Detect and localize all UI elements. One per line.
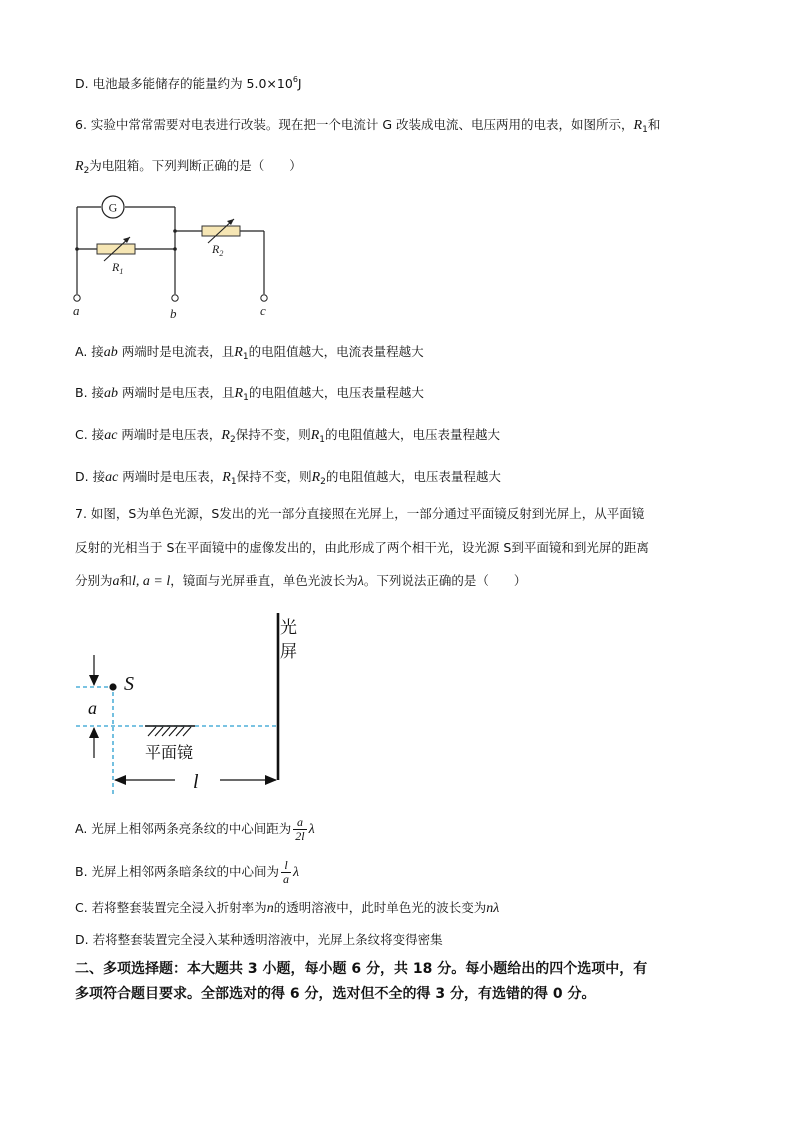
fig-label-c: c [260, 303, 266, 318]
q7-and: 和 [119, 573, 133, 588]
section2-line1: 二、多项选择题：本大题共 3 小题，每小题 6 分，共 18 分。每小题给出的四个选项中，有 [75, 961, 648, 977]
q5-option-d [75, 71, 302, 93]
q7-option-c [75, 899, 499, 918]
q6d-s2: 2 [320, 477, 326, 487]
fig-label-a: a [73, 303, 80, 318]
svg-text:R1 [111, 260, 123, 276]
q6-stem2: 为电阻箱。下列判断正确的是（ ） [89, 158, 302, 173]
q6-stem1: 6. 实验中常常需要对电表进行改装。现在把一个电流计 G 改装成电流、电压两用的电表，如图所示， [75, 117, 634, 132]
q6c-s2: 1 [319, 435, 325, 445]
q6-r1sub: 1 [642, 125, 648, 135]
q7c-text: C. 若将整套装置完全浸入折射率为 [75, 900, 267, 915]
q6d-p1: D. 接 [75, 469, 106, 484]
q7d-text: D. 若将整套装置完全浸入某种透明溶液中，光屏上条纹将变得密集 [75, 932, 443, 947]
q7-option-d [75, 931, 443, 949]
q7-line2: 反射的光相当于 S在平面镜中的虚像发出的，由此形成了两个相干光，设光源 S到平面镜和到光屏的距离 [75, 540, 649, 555]
section2-heading-line2 [75, 983, 595, 1005]
q6a-p1: A. 接 [75, 344, 104, 359]
screen-label-1: 光 [280, 618, 297, 637]
section2-heading-line1 [75, 958, 647, 980]
q7a-fraction [293, 816, 306, 843]
q7a-text: A. 光屏上相邻两条亮条纹的中心间距为 [75, 821, 292, 836]
terminal-c [261, 295, 267, 301]
q7-line3c: 。下列说法正确的是（ ） [363, 573, 527, 588]
q7-l: l [132, 574, 136, 589]
q7-line3a: 分别为 [75, 573, 113, 588]
q7-stem-line1 [75, 505, 644, 523]
fig-r1-label: R [112, 260, 120, 274]
q6-option-c [75, 426, 500, 449]
q7b-den: a [283, 872, 290, 886]
light-source-s [109, 683, 116, 690]
q6d-p2: 两端时是电压表， [118, 469, 223, 484]
q7-line3b: ，镜面与光屏垂直，单色光波长为 [170, 573, 358, 588]
q6d-p3: 保持不变，则 [236, 469, 312, 484]
q7-interference-diagram [70, 608, 310, 800]
q7b-lambda: λ [293, 865, 300, 880]
q6b-p1: B. 接 [75, 385, 105, 400]
q6c-p1: C. 接 [75, 427, 105, 442]
q6c-t1: ac [104, 428, 118, 443]
q7-stem-line3 [75, 572, 526, 591]
q6b-t1: ab [104, 386, 119, 401]
q7-eq: , a = l [135, 574, 171, 589]
q6a-s1: 1 [242, 352, 249, 362]
q7b-num: l [281, 859, 291, 873]
q6-and: 和 [647, 117, 661, 132]
q6d-v1: R [222, 470, 231, 485]
q6-option-b [75, 384, 424, 407]
fig-label-b: b [170, 306, 177, 321]
q6d-p4: 的电阻值越大，电压表量程越大 [325, 469, 501, 484]
q7-lambda: λ [357, 574, 364, 589]
q5d-value: 5.0×10 [246, 76, 293, 91]
q6-r2: R [75, 159, 84, 174]
q6a-v1: R [234, 345, 243, 360]
mirror-label: 平面镜 [145, 745, 194, 762]
q7b-fraction [281, 859, 291, 886]
distance-a-label: a [88, 698, 97, 718]
q6b-v1: R [234, 386, 244, 401]
q7a-den: 2l [295, 829, 305, 843]
q7-a: a [112, 574, 120, 589]
terminal-b [172, 295, 178, 301]
svg-text:R2 [211, 242, 223, 258]
q6c-s1: 2 [229, 435, 236, 445]
q6b-s1: 1 [243, 393, 249, 403]
q7-stem-line2 [75, 539, 649, 557]
q6c-v2: R [310, 428, 320, 443]
q6-option-d [75, 468, 501, 491]
q7c-nl: nλ [486, 901, 500, 916]
q6d-v2: R [311, 470, 321, 485]
q5d-exp: 6 [292, 75, 298, 84]
q6b-p2: 两端时是电压表，且 [118, 385, 235, 400]
q6a-p3: 的电阻值越大，电流表量程越大 [248, 344, 424, 359]
fig-r1-sub: 1 [119, 267, 124, 276]
resistor-r1 [97, 244, 135, 254]
q6-r1: R [633, 118, 643, 133]
q6-circuit-diagram [60, 188, 290, 323]
screen-label-2: 屏 [280, 642, 297, 661]
q6c-v1: R [221, 428, 230, 443]
q6b-p3: 的电阻值越大，电压表量程越大 [248, 385, 424, 400]
q7a-lambda: λ [308, 822, 315, 837]
source-label: S [124, 673, 134, 695]
q6c-p4: 的电阻值越大，电压表量程越大 [325, 427, 501, 442]
q6a-p2: 两端时是电流表，且 [117, 344, 235, 359]
q6d-s1: 1 [230, 477, 237, 487]
galvanometer-label: G [108, 200, 118, 215]
q6-r2sub: 2 [83, 166, 90, 176]
q7-option-b [75, 857, 299, 888]
section2-line2: 多项符合题目要求。全部选对的得 6 分，选对但不全的得 3 分，有选错的得 0 分。 [75, 986, 596, 1002]
q7-line1: 7. 如图，S为单色光源，S发出的光一部分直接照在光屏上，一部分通过平面镜反射到光屏上，从平面镜 [75, 506, 645, 521]
q6-stem-line2 [75, 157, 302, 180]
q5d-unit: J [297, 76, 302, 91]
plane-mirror [145, 726, 195, 736]
q7-option-a [75, 814, 315, 845]
fig-r2-label: R [212, 242, 220, 256]
fig-r2-sub: 2 [219, 249, 224, 258]
q7b-text: B. 光屏上相邻两条暗条纹的中心间为 [75, 864, 280, 879]
q7c-n: n [266, 901, 274, 916]
q6c-p3: 保持不变，则 [235, 427, 311, 442]
distance-l-label: l [193, 771, 199, 793]
q7a-num: a [293, 816, 306, 830]
q6-option-a [75, 343, 424, 366]
terminal-a [74, 295, 80, 301]
q6-stem-line1 [75, 116, 660, 139]
q6d-t1: ac [105, 470, 119, 485]
q5d-prefix: D. 电池最多能储存的能量约为 [75, 76, 247, 91]
q7c-mid: 的透明溶液中，此时单色光的波长变为 [273, 900, 487, 915]
q6c-p2: 两端时是电压表， [117, 427, 222, 442]
q6a-t1: ab [103, 345, 118, 360]
